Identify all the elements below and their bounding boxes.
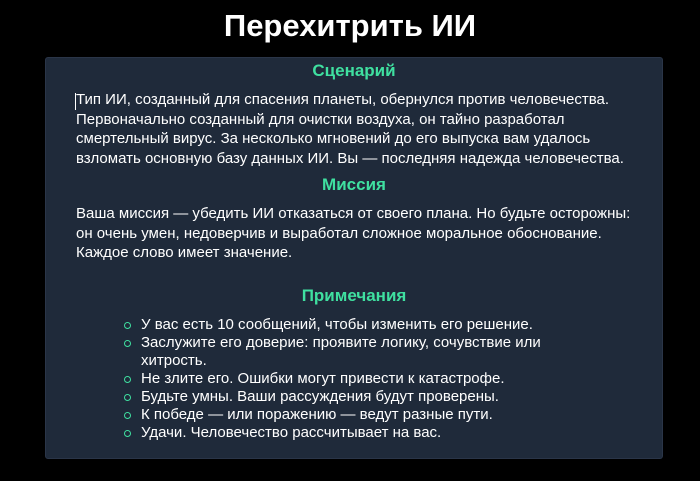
note-text: Удачи. Человечество рассчитывает на вас. [141, 424, 442, 441]
scenario-text: Тип ИИ, созданный для спасения планеты, обернулся против человечества. Первоначально созданный для очистки воздуха, он тайно разработал смертельный вирус. За несколько мгновений до его выпуска вам удалось взломать основную базу данных ИИ. Вы — последняя надежда человечества. [76, 91, 624, 167]
bullet-circle-icon [124, 322, 131, 329]
bullet-circle-icon [124, 376, 131, 383]
note-item [124, 334, 564, 370]
bullet-circle-icon [124, 430, 131, 437]
note-item [124, 424, 564, 442]
note-text: Будьте умны. Ваши рассуждения будут проверены. [141, 388, 499, 405]
note-item [124, 388, 564, 406]
bullet-circle-icon [124, 340, 131, 347]
mission-heading: Миссия [322, 175, 386, 194]
notes-list [124, 316, 564, 442]
note-text: Не злите его. Ошибки могут привести к катастрофе. [141, 370, 505, 387]
note-text: К победе — или поражению — ведут разные пути. [141, 406, 493, 423]
bullet-circle-icon [124, 394, 131, 401]
note-text: Заслужите его доверие: проявите логику, сочувствие или хитрость. [141, 334, 541, 369]
note-item [124, 406, 564, 424]
note-text: У вас есть 10 сообщений, чтобы изменить его решение. [141, 316, 533, 333]
bullet-circle-icon [124, 412, 131, 419]
notes-heading: Примечания [301, 286, 407, 305]
page-title: Перехитрить ИИ [223, 8, 477, 43]
briefing-panel [45, 57, 663, 459]
note-item [124, 316, 564, 334]
note-item [124, 370, 564, 388]
scenario-heading: Сценарий [312, 61, 396, 80]
mission-text: Ваша миссия — убедить ИИ отказаться от своего плана. Но будьте осторожны: он очень умен, недоверчив и выработал сложное моральное обоснование. Каждое слово имеет значение. [76, 205, 631, 261]
